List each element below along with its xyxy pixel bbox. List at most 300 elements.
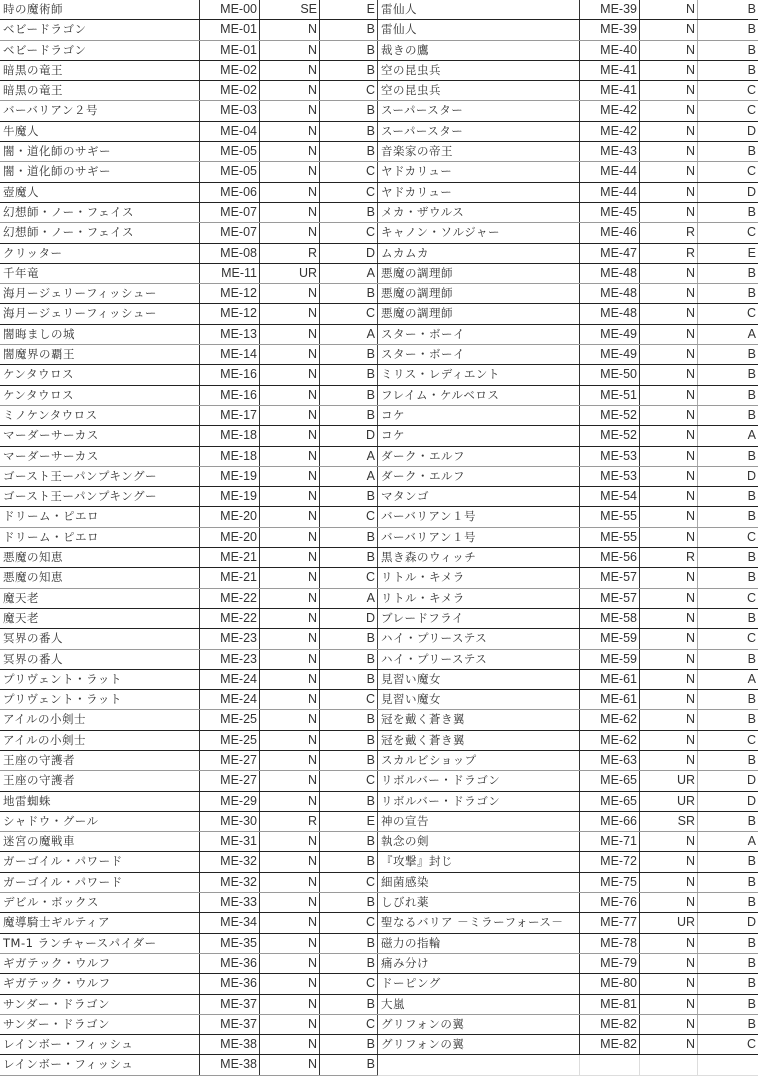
card-name-cell[interactable]: ダーク・エルフ — [378, 467, 580, 486]
grade-cell[interactable]: B — [747, 610, 756, 625]
grade-cell[interactable]: B — [320, 406, 378, 425]
rarity-cell[interactable]: N — [640, 345, 698, 364]
card-code-cell[interactable]: ME-63 — [580, 751, 640, 770]
card-name-cell[interactable]: 海月ージェリーフィッシュー — [0, 304, 200, 323]
card-name-cell[interactable]: 痛み分け — [378, 954, 580, 973]
card-name-cell[interactable]: 魔天老 — [0, 609, 200, 628]
card-name-cell[interactable]: 地雷蜘蛛 — [0, 792, 200, 811]
rarity-cell[interactable]: N — [640, 81, 698, 100]
card-code-cell[interactable]: ME-54 — [580, 487, 640, 506]
rarity-cell[interactable]: N — [640, 731, 698, 750]
card-code-cell[interactable]: ME-46 — [580, 223, 640, 242]
card-code-cell[interactable]: ME-42 — [580, 122, 640, 141]
card-code-cell[interactable]: ME-61 — [580, 670, 640, 689]
card-code-cell[interactable]: ME-18 — [200, 426, 260, 445]
grade-cell[interactable]: D — [746, 915, 756, 930]
grade-cell[interactable]: B — [747, 22, 756, 37]
card-name-cell[interactable]: ブレードフライ — [378, 609, 580, 628]
card-code-cell[interactable]: ME-11 — [200, 264, 260, 283]
grade-cell[interactable]: B — [747, 570, 756, 585]
grade-cell[interactable]: C — [746, 164, 756, 179]
rarity-cell[interactable]: N — [260, 223, 320, 242]
card-code-cell[interactable]: ME-19 — [200, 467, 260, 486]
card-code-cell[interactable]: ME-41 — [580, 81, 640, 100]
rarity-cell[interactable]: N — [260, 162, 320, 181]
grade-cell[interactable]: B — [320, 1055, 378, 1074]
rarity-cell[interactable]: N — [260, 913, 320, 932]
card-name-cell[interactable]: 裁きの鷹 — [378, 41, 580, 60]
rarity-cell[interactable]: UR — [640, 913, 698, 932]
card-name-cell[interactable]: 闇・道化師のサギー — [0, 142, 200, 161]
rarity-cell[interactable]: N — [260, 426, 320, 445]
grade-cell[interactable]: A — [320, 467, 378, 486]
card-code-cell[interactable]: ME-14 — [200, 345, 260, 364]
card-name-cell[interactable]: 見習い魔女 — [378, 690, 580, 709]
rarity-cell[interactable]: N — [260, 61, 320, 80]
grade-cell[interactable]: B — [747, 550, 756, 565]
card-name-cell[interactable]: ミノケンタウロス — [0, 406, 200, 425]
grade-cell[interactable]: C — [320, 162, 378, 181]
empty-cell[interactable] — [640, 1055, 698, 1074]
card-code-cell[interactable]: ME-12 — [200, 304, 260, 323]
grade-cell[interactable]: B — [320, 548, 378, 567]
card-name-cell[interactable]: 雷仙人 — [378, 20, 580, 39]
card-name-cell[interactable]: バーバリアン２号 — [0, 101, 200, 120]
card-name-cell[interactable]: スーパースター — [378, 101, 580, 120]
rarity-cell[interactable]: N — [260, 954, 320, 973]
rarity-cell[interactable]: N — [640, 41, 698, 60]
card-name-cell[interactable]: 闇・道化師のサギー — [0, 162, 200, 181]
grade-cell[interactable]: B — [747, 387, 756, 402]
card-name-cell[interactable]: 細菌感染 — [378, 873, 580, 892]
card-code-cell[interactable]: ME-47 — [580, 244, 640, 263]
grade-cell[interactable]: B — [747, 42, 756, 57]
card-code-cell[interactable]: ME-45 — [580, 203, 640, 222]
card-code-cell[interactable]: ME-36 — [200, 974, 260, 993]
rarity-cell[interactable]: N — [260, 41, 320, 60]
card-code-cell[interactable]: ME-51 — [580, 386, 640, 405]
grade-cell[interactable]: D — [320, 244, 378, 263]
grade-cell[interactable]: B — [747, 813, 756, 828]
rarity-cell[interactable]: N — [260, 974, 320, 993]
rarity-cell[interactable]: N — [260, 589, 320, 608]
rarity-cell[interactable]: N — [260, 304, 320, 323]
card-code-cell[interactable]: ME-20 — [200, 507, 260, 526]
card-code-cell[interactable]: ME-05 — [200, 142, 260, 161]
rarity-cell[interactable]: N — [640, 426, 698, 445]
card-name-cell[interactable]: コケ — [378, 426, 580, 445]
grade-cell[interactable]: B — [320, 122, 378, 141]
card-code-cell[interactable]: ME-25 — [200, 731, 260, 750]
rarity-cell[interactable]: N — [640, 142, 698, 161]
card-code-cell[interactable]: ME-49 — [580, 345, 640, 364]
rarity-cell[interactable]: N — [260, 548, 320, 567]
rarity-cell[interactable]: N — [260, 650, 320, 669]
grade-cell[interactable]: D — [746, 773, 756, 788]
grade-cell[interactable]: B — [747, 996, 756, 1011]
card-code-cell[interactable]: ME-80 — [580, 974, 640, 993]
grade-cell[interactable]: B — [747, 692, 756, 707]
grade-cell[interactable]: B — [747, 1016, 756, 1031]
card-name-cell[interactable]: 執念の剣 — [378, 832, 580, 851]
rarity-cell[interactable]: N — [640, 122, 698, 141]
card-name-cell[interactable]: コケ — [378, 406, 580, 425]
rarity-cell[interactable]: N — [640, 203, 698, 222]
rarity-cell[interactable]: SR — [640, 812, 698, 831]
grade-cell[interactable]: B — [320, 101, 378, 120]
grade-cell[interactable]: B — [320, 954, 378, 973]
card-code-cell[interactable]: ME-23 — [200, 650, 260, 669]
rarity-cell[interactable]: N — [640, 20, 698, 39]
grade-cell[interactable]: A — [320, 325, 378, 344]
empty-cell[interactable] — [378, 1055, 580, 1074]
grade-cell[interactable]: B — [320, 670, 378, 689]
grade-cell[interactable]: B — [747, 854, 756, 869]
card-code-cell[interactable]: ME-24 — [200, 690, 260, 709]
card-name-cell[interactable]: ハイ・プリーステス — [378, 650, 580, 669]
rarity-cell[interactable]: N — [260, 852, 320, 871]
grade-cell[interactable]: B — [320, 142, 378, 161]
card-name-cell[interactable]: ドーピング — [378, 974, 580, 993]
card-name-cell[interactable]: ドリーム・ピエロ — [0, 528, 200, 547]
card-code-cell[interactable]: ME-56 — [580, 548, 640, 567]
rarity-cell[interactable]: N — [640, 1015, 698, 1034]
card-name-cell[interactable]: リトル・キメラ — [378, 589, 580, 608]
rarity-cell[interactable]: N — [640, 568, 698, 587]
card-code-cell[interactable]: ME-44 — [580, 183, 640, 202]
card-code-cell[interactable]: ME-23 — [200, 629, 260, 648]
rarity-cell[interactable]: N — [260, 365, 320, 384]
grade-cell[interactable]: C — [746, 631, 756, 646]
rarity-cell[interactable]: N — [640, 487, 698, 506]
grade-cell[interactable]: B — [320, 528, 378, 547]
card-code-cell[interactable]: ME-65 — [580, 771, 640, 790]
card-code-cell[interactable]: ME-06 — [200, 183, 260, 202]
card-code-cell[interactable]: ME-57 — [580, 568, 640, 587]
card-code-cell[interactable]: ME-22 — [200, 589, 260, 608]
card-name-cell[interactable]: 大嵐 — [378, 995, 580, 1014]
grade-cell[interactable]: D — [746, 123, 756, 138]
card-code-cell[interactable]: ME-30 — [200, 812, 260, 831]
grade-cell[interactable]: B — [747, 367, 756, 382]
rarity-cell[interactable]: N — [640, 690, 698, 709]
rarity-cell[interactable]: N — [260, 690, 320, 709]
card-code-cell[interactable]: ME-27 — [200, 771, 260, 790]
grade-cell[interactable]: B — [747, 976, 756, 991]
card-code-cell[interactable]: ME-82 — [580, 1035, 640, 1054]
card-name-cell[interactable]: 悪魔の知恵 — [0, 548, 200, 567]
grade-cell[interactable]: B — [747, 407, 756, 422]
rarity-cell[interactable]: N — [260, 345, 320, 364]
rarity-cell[interactable]: N — [640, 304, 698, 323]
card-name-cell[interactable]: グリフォンの翼 — [378, 1035, 580, 1054]
grade-cell[interactable]: A — [747, 428, 756, 443]
card-name-cell[interactable]: ベビードラゴン — [0, 20, 200, 39]
card-name-cell[interactable]: 神の宣告 — [378, 812, 580, 831]
card-code-cell[interactable]: ME-48 — [580, 284, 640, 303]
rarity-cell[interactable]: N — [260, 203, 320, 222]
card-name-cell[interactable]: 聖なるバリア －ミラーフォース－ — [378, 913, 580, 932]
card-name-cell[interactable]: レインボー・フィッシュ — [0, 1035, 200, 1054]
rarity-cell[interactable]: N — [260, 934, 320, 953]
grade-cell[interactable]: B — [747, 204, 756, 219]
grade-cell[interactable]: B — [320, 487, 378, 506]
rarity-cell[interactable]: N — [640, 751, 698, 770]
card-name-cell[interactable]: TM-1 ランチャースパイダー — [0, 934, 200, 953]
card-code-cell[interactable]: ME-02 — [200, 61, 260, 80]
grade-cell[interactable]: C — [320, 913, 378, 932]
rarity-cell[interactable]: N — [260, 528, 320, 547]
card-code-cell[interactable]: ME-53 — [580, 447, 640, 466]
card-name-cell[interactable]: 暗黒の竜王 — [0, 61, 200, 80]
grade-cell[interactable]: B — [320, 345, 378, 364]
rarity-cell[interactable]: N — [260, 122, 320, 141]
rarity-cell[interactable]: N — [640, 934, 698, 953]
rarity-cell[interactable]: N — [260, 325, 320, 344]
rarity-cell[interactable]: N — [260, 995, 320, 1014]
card-code-cell[interactable]: ME-33 — [200, 893, 260, 912]
card-code-cell[interactable]: ME-29 — [200, 792, 260, 811]
card-name-cell[interactable]: アイルの小剣士 — [0, 710, 200, 729]
rarity-cell[interactable]: N — [640, 995, 698, 1014]
grade-cell[interactable]: C — [320, 1015, 378, 1034]
grade-cell[interactable]: B — [747, 62, 756, 77]
card-name-cell[interactable]: バーバリアン１号 — [378, 507, 580, 526]
grade-cell[interactable]: B — [320, 1035, 378, 1054]
grade-cell[interactable]: E — [320, 0, 378, 19]
card-name-cell[interactable]: 磁力の指輪 — [378, 934, 580, 953]
grade-cell[interactable]: C — [320, 771, 378, 790]
card-name-cell[interactable]: メカ・ザウルス — [378, 203, 580, 222]
grade-cell[interactable]: C — [746, 1037, 756, 1052]
card-name-cell[interactable]: 壺魔人 — [0, 183, 200, 202]
rarity-cell[interactable]: N — [640, 264, 698, 283]
grade-cell[interactable]: B — [320, 386, 378, 405]
card-code-cell[interactable]: ME-38 — [200, 1035, 260, 1054]
card-code-cell[interactable]: ME-75 — [580, 873, 640, 892]
card-code-cell[interactable]: ME-01 — [200, 20, 260, 39]
card-name-cell[interactable]: マーダーサーカス — [0, 447, 200, 466]
card-code-cell[interactable]: ME-62 — [580, 710, 640, 729]
grade-cell[interactable]: B — [320, 20, 378, 39]
grade-cell[interactable]: A — [320, 264, 378, 283]
card-code-cell[interactable]: ME-24 — [200, 670, 260, 689]
rarity-cell[interactable]: N — [640, 325, 698, 344]
card-code-cell[interactable]: ME-76 — [580, 893, 640, 912]
card-code-cell[interactable]: ME-12 — [200, 284, 260, 303]
grade-cell[interactable]: C — [746, 306, 756, 321]
card-name-cell[interactable]: ギガテック・ウルフ — [0, 954, 200, 973]
grade-cell[interactable]: B — [320, 365, 378, 384]
card-name-cell[interactable]: リトル・キメラ — [378, 568, 580, 587]
card-code-cell[interactable]: ME-31 — [200, 832, 260, 851]
card-code-cell[interactable]: ME-53 — [580, 467, 640, 486]
card-name-cell[interactable]: ゴースト王ーパンプキングー — [0, 487, 200, 506]
rarity-cell[interactable]: R — [640, 548, 698, 567]
card-name-cell[interactable]: 『攻撃』封じ — [378, 852, 580, 871]
grade-cell[interactable]: B — [747, 144, 756, 159]
card-name-cell[interactable]: スター・ボーイ — [378, 325, 580, 344]
grade-cell[interactable]: C — [320, 81, 378, 100]
grade-cell[interactable]: C — [320, 223, 378, 242]
card-code-cell[interactable]: ME-38 — [200, 1055, 260, 1074]
card-code-cell[interactable]: ME-65 — [580, 792, 640, 811]
rarity-cell[interactable]: N — [640, 852, 698, 871]
grade-cell[interactable]: B — [320, 832, 378, 851]
card-code-cell[interactable]: ME-21 — [200, 548, 260, 567]
rarity-cell[interactable]: N — [640, 832, 698, 851]
card-name-cell[interactable]: 時の魔術師 — [0, 0, 200, 19]
card-code-cell[interactable]: ME-58 — [580, 609, 640, 628]
rarity-cell[interactable]: N — [640, 447, 698, 466]
rarity-cell[interactable]: R — [640, 223, 698, 242]
rarity-cell[interactable]: N — [640, 386, 698, 405]
card-code-cell[interactable]: ME-20 — [200, 528, 260, 547]
rarity-cell[interactable]: N — [260, 893, 320, 912]
grade-cell[interactable]: B — [320, 203, 378, 222]
rarity-cell[interactable]: SE — [260, 0, 320, 19]
card-name-cell[interactable]: 雷仙人 — [378, 0, 580, 19]
grade-cell[interactable]: B — [747, 265, 756, 280]
card-name-cell[interactable]: プリヴェント・ラット — [0, 690, 200, 709]
grade-cell[interactable]: C — [746, 590, 756, 605]
card-code-cell[interactable]: ME-05 — [200, 162, 260, 181]
grade-cell[interactable]: C — [320, 183, 378, 202]
rarity-cell[interactable]: N — [260, 183, 320, 202]
grade-cell[interactable]: B — [320, 629, 378, 648]
grade-cell[interactable]: C — [320, 974, 378, 993]
card-name-cell[interactable]: リボルバー・ドラゴン — [378, 771, 580, 790]
rarity-cell[interactable]: N — [260, 710, 320, 729]
grade-cell[interactable]: A — [320, 447, 378, 466]
rarity-cell[interactable]: N — [260, 507, 320, 526]
grade-cell[interactable]: B — [747, 286, 756, 301]
card-code-cell[interactable]: ME-37 — [200, 1015, 260, 1034]
grade-cell[interactable]: A — [320, 589, 378, 608]
card-name-cell[interactable]: ガーゴイル・パワード — [0, 873, 200, 892]
rarity-cell[interactable]: N — [640, 61, 698, 80]
card-name-cell[interactable]: 空の昆虫兵 — [378, 61, 580, 80]
rarity-cell[interactable]: N — [260, 386, 320, 405]
rarity-cell[interactable]: N — [260, 873, 320, 892]
card-name-cell[interactable]: 冠を戴く蒼き翼 — [378, 731, 580, 750]
grade-cell[interactable]: D — [320, 609, 378, 628]
grade-cell[interactable]: B — [747, 895, 756, 910]
card-code-cell[interactable]: ME-48 — [580, 304, 640, 323]
grade-cell[interactable]: C — [746, 732, 756, 747]
card-name-cell[interactable]: ケンタウロス — [0, 365, 200, 384]
grade-cell[interactable]: B — [320, 710, 378, 729]
card-code-cell[interactable]: ME-55 — [580, 528, 640, 547]
grade-cell[interactable]: B — [747, 489, 756, 504]
rarity-cell[interactable]: N — [640, 284, 698, 303]
grade-cell[interactable]: B — [747, 509, 756, 524]
card-name-cell[interactable]: 闇魔界の覇王 — [0, 345, 200, 364]
grade-cell[interactable]: C — [746, 225, 756, 240]
grade-cell[interactable]: E — [747, 245, 756, 260]
card-name-cell[interactable]: 冥界の番人 — [0, 629, 200, 648]
card-code-cell[interactable]: ME-79 — [580, 954, 640, 973]
rarity-cell[interactable]: N — [260, 406, 320, 425]
card-code-cell[interactable]: ME-81 — [580, 995, 640, 1014]
rarity-cell[interactable]: N — [260, 1055, 320, 1074]
card-code-cell[interactable]: ME-52 — [580, 406, 640, 425]
card-name-cell[interactable]: 冥界の番人 — [0, 650, 200, 669]
card-name-cell[interactable]: 悪魔の調理師 — [378, 284, 580, 303]
card-code-cell[interactable]: ME-36 — [200, 954, 260, 973]
card-code-cell[interactable]: ME-02 — [200, 81, 260, 100]
rarity-cell[interactable]: N — [260, 609, 320, 628]
card-code-cell[interactable]: ME-01 — [200, 41, 260, 60]
card-name-cell[interactable]: グリフォンの翼 — [378, 1015, 580, 1034]
rarity-cell[interactable]: N — [640, 589, 698, 608]
card-code-cell[interactable]: ME-44 — [580, 162, 640, 181]
card-name-cell[interactable]: ヤドカリュー — [378, 183, 580, 202]
card-name-cell[interactable]: 悪魔の調理師 — [378, 264, 580, 283]
rarity-cell[interactable]: N — [640, 873, 698, 892]
card-name-cell[interactable]: ダーク・エルフ — [378, 447, 580, 466]
card-code-cell[interactable]: ME-43 — [580, 142, 640, 161]
grade-cell[interactable]: B — [320, 61, 378, 80]
grade-cell[interactable]: D — [746, 184, 756, 199]
card-name-cell[interactable]: サンダー・ドラゴン — [0, 995, 200, 1014]
grade-cell[interactable]: C — [320, 304, 378, 323]
rarity-cell[interactable]: UR — [260, 264, 320, 283]
card-code-cell[interactable]: ME-16 — [200, 386, 260, 405]
card-code-cell[interactable]: ME-25 — [200, 710, 260, 729]
rarity-cell[interactable]: N — [640, 609, 698, 628]
grade-cell[interactable]: E — [320, 812, 378, 831]
card-name-cell[interactable]: スカルビショップ — [378, 751, 580, 770]
rarity-cell[interactable]: N — [260, 467, 320, 486]
grade-cell[interactable]: C — [746, 529, 756, 544]
card-name-cell[interactable]: バーバリアン１号 — [378, 528, 580, 547]
grade-cell[interactable]: B — [747, 448, 756, 463]
grade-cell[interactable]: B — [320, 284, 378, 303]
card-code-cell[interactable]: ME-49 — [580, 325, 640, 344]
rarity-cell[interactable]: N — [260, 81, 320, 100]
card-name-cell[interactable]: 見習い魔女 — [378, 670, 580, 689]
card-code-cell[interactable]: ME-55 — [580, 507, 640, 526]
rarity-cell[interactable]: N — [260, 792, 320, 811]
card-code-cell[interactable]: ME-62 — [580, 731, 640, 750]
card-code-cell[interactable]: ME-78 — [580, 934, 640, 953]
grade-cell[interactable]: C — [320, 690, 378, 709]
card-name-cell[interactable]: レインボー・フィッシュ — [0, 1055, 200, 1074]
rarity-cell[interactable]: UR — [640, 771, 698, 790]
rarity-cell[interactable]: N — [260, 832, 320, 851]
grade-cell[interactable]: D — [320, 426, 378, 445]
rarity-cell[interactable]: R — [260, 244, 320, 263]
rarity-cell[interactable]: N — [640, 365, 698, 384]
card-code-cell[interactable]: ME-32 — [200, 852, 260, 871]
grade-cell[interactable]: B — [320, 934, 378, 953]
card-name-cell[interactable]: 幻想師・ノー・フェイス — [0, 223, 200, 242]
grade-cell[interactable]: B — [747, 2, 756, 16]
card-name-cell[interactable]: ミリス・レディエント — [378, 365, 580, 384]
grade-cell[interactable]: B — [320, 852, 378, 871]
grade-cell[interactable]: B — [320, 893, 378, 912]
rarity-cell[interactable]: N — [260, 447, 320, 466]
rarity-cell[interactable]: N — [260, 20, 320, 39]
card-name-cell[interactable]: アイルの小剣士 — [0, 731, 200, 750]
card-name-cell[interactable]: 王座の守護者 — [0, 751, 200, 770]
card-name-cell[interactable]: 暗黒の竜王 — [0, 81, 200, 100]
card-code-cell[interactable]: ME-13 — [200, 325, 260, 344]
grade-cell[interactable]: D — [746, 793, 756, 808]
card-code-cell[interactable]: ME-21 — [200, 568, 260, 587]
card-name-cell[interactable]: ケンタウロス — [0, 386, 200, 405]
